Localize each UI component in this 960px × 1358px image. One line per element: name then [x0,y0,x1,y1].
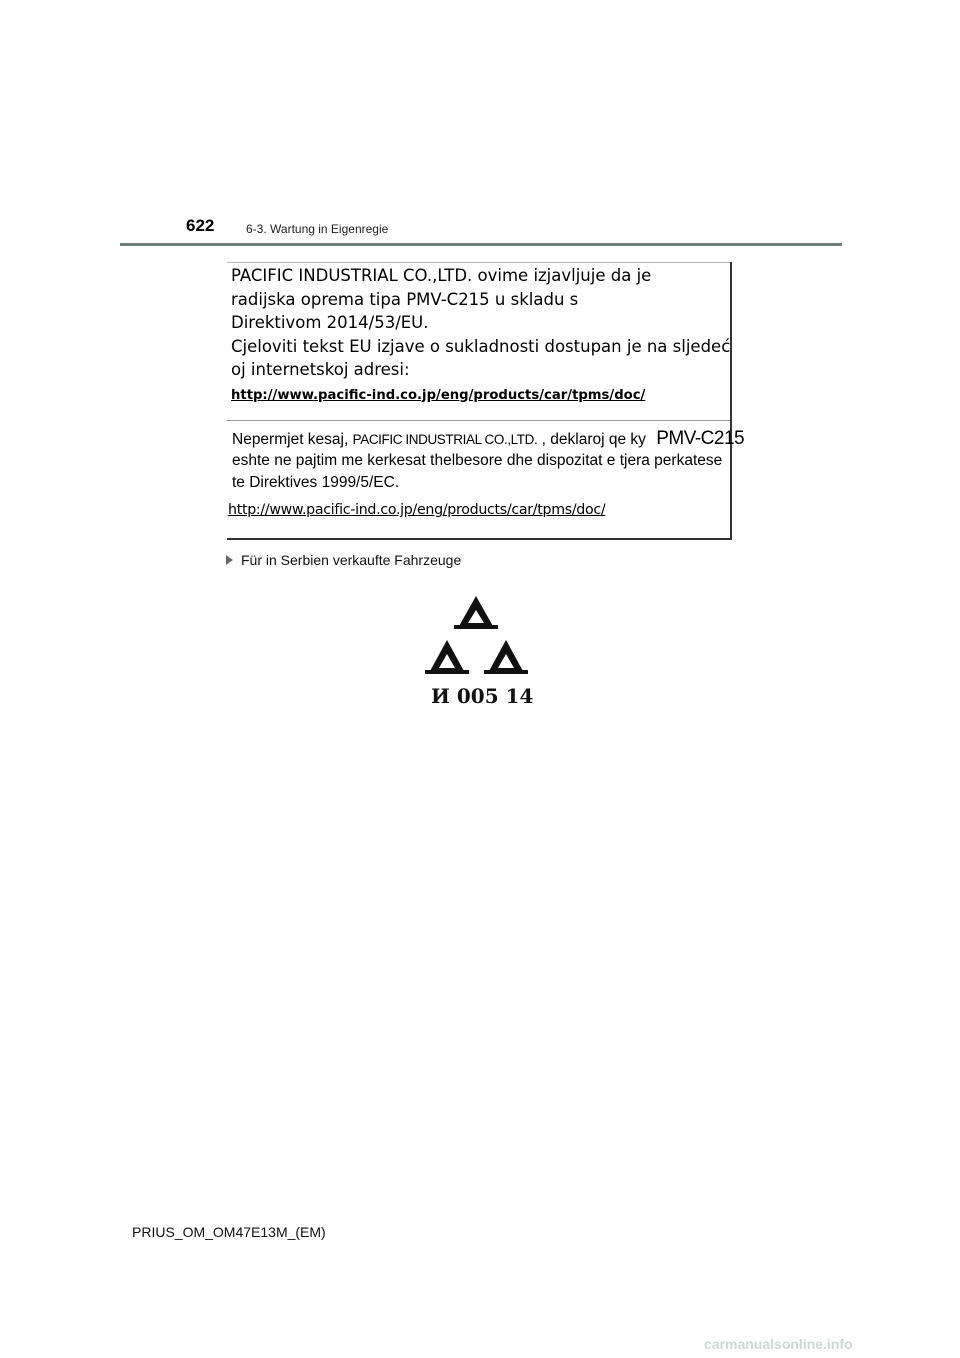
page-number: 622 [186,216,215,235]
croatian-declaration [231,264,731,407]
triangle-bullet-icon [226,555,233,565]
albanian-line-2: eshte ne pajtim me kerkesat thelbesore dhe dispozitat e tjera perkatese [232,452,723,469]
watermark-site: carmanualsonline.info [704,1336,853,1352]
serbian-mark-code: И 005 14 [431,684,534,708]
croatian-line: PACIFIC INDUSTRIAL CO.,LTD. ovime izjavljuje da je [231,266,652,285]
croatian-line: Direktivom 2014/53/EU. [231,313,429,332]
albanian-model: PMV-C215 [656,428,745,449]
albanian-line-1 [232,428,745,450]
albanian-url[interactable]: http://www.pacific-ind.co.jp/eng/products/car/tpms/doc/ [228,502,606,518]
croatian-url[interactable]: http://www.pacific-ind.co.jp/eng/products/car/tpms/doc/ [231,387,646,403]
certificate-divider [227,420,730,421]
serbia-bullet-text: Für in Serbien verkaufte Fahrzeuge [241,552,462,568]
albanian-company: PACIFIC INDUSTRIAL CO.,LTD. [352,432,538,447]
certificate-top-rule [227,262,730,263]
croatian-line: oj internetskoj adresi: [231,360,410,379]
certificate-box [227,262,745,540]
albanian-prefix: Nepermjet kesaj, [232,431,349,448]
croatian-line: Cjeloviti tekst EU izjave o sukladnosti dostupan je na sljedeć [231,336,731,356]
triangle-right-base [484,670,528,674]
serbia-bullet [226,552,461,568]
triangle-top-base [454,625,498,629]
section-title: 6-3. Wartung in Eigenregie [246,222,389,236]
conformity-triangles [420,588,540,688]
albanian-suffix: , deklaroj qe ky [541,431,646,448]
document-code: PRIUS_OM_OM47E13M_(EM) [132,1224,326,1240]
albanian-line-3: te Direktives 1999/5/EC. [232,474,400,491]
triangle-left-base [425,670,469,674]
croatian-line: radijska oprema tipa PMV-C215 u skladu s [231,289,579,309]
header-divider [120,243,842,246]
albanian-declaration [232,428,745,494]
